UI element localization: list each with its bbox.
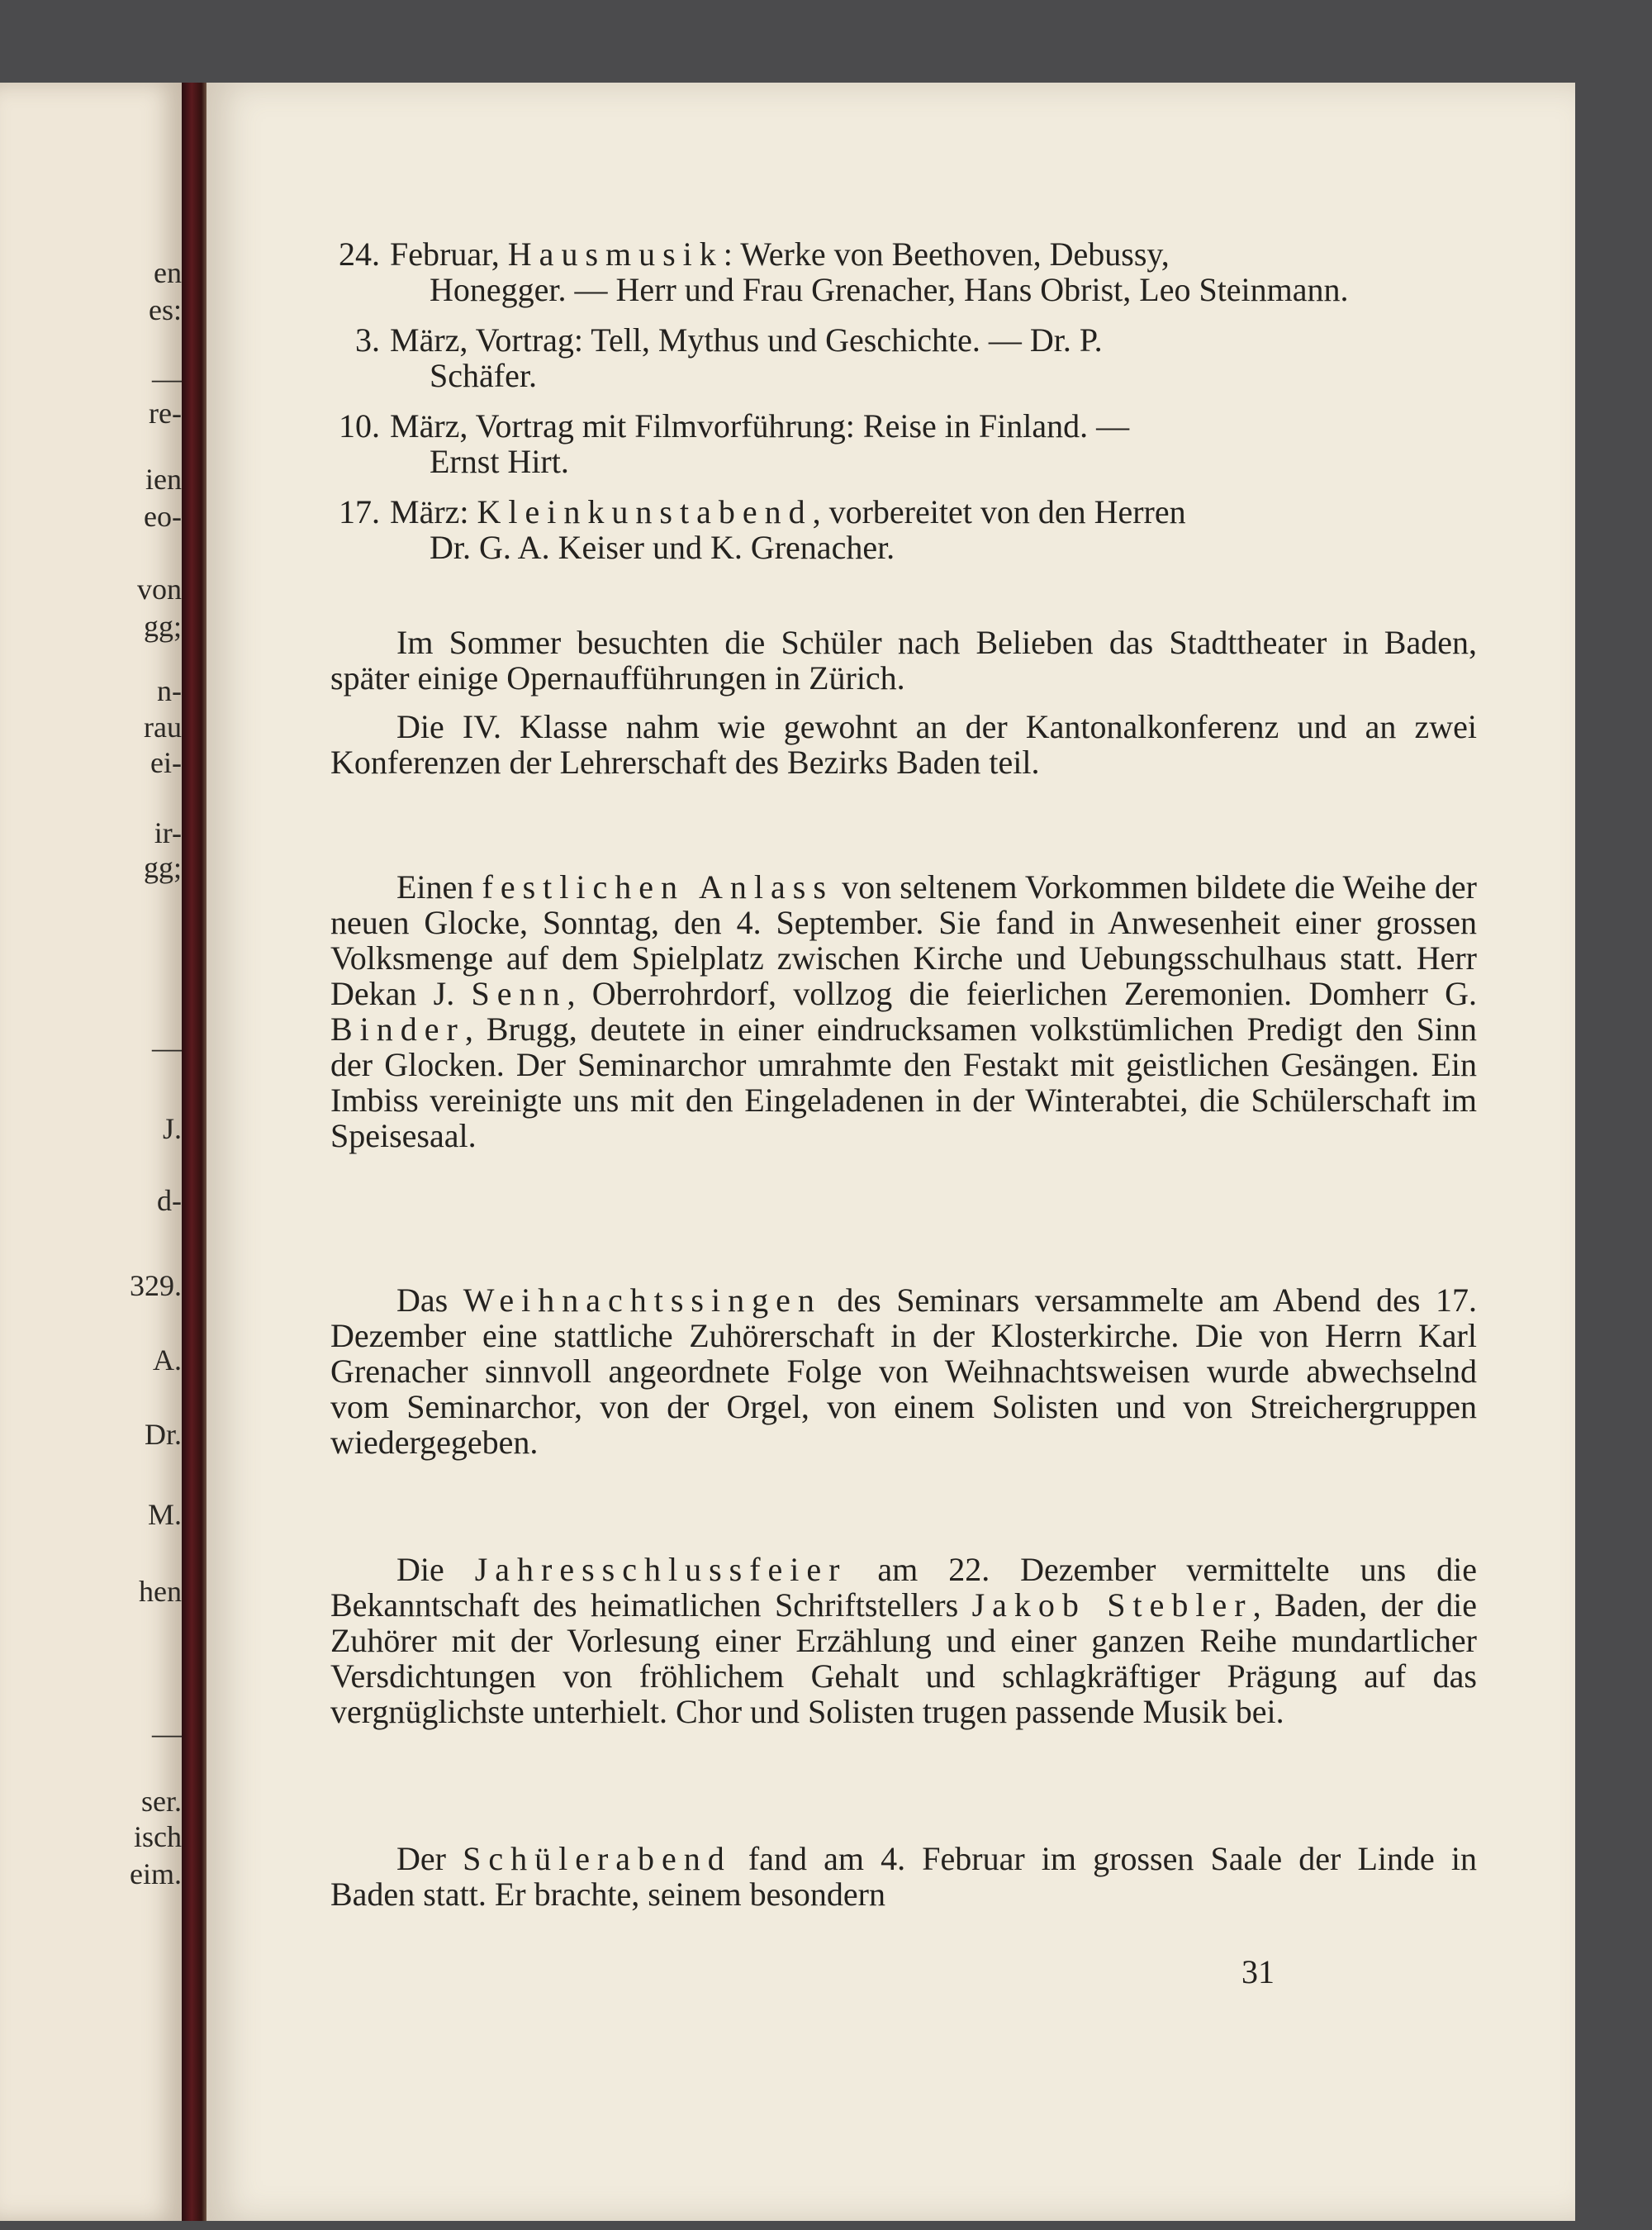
book-binding: [182, 83, 206, 2221]
left-page-fragment: gg;: [143, 851, 182, 884]
left-page-fragment: eim.: [130, 1857, 182, 1890]
left-page-fragment: ir-: [154, 816, 182, 849]
left-page-fragment: ei-: [150, 746, 182, 779]
left-page-fragment: von: [137, 573, 182, 606]
paragraph-schuelerabend: [330, 1841, 1477, 1912]
left-page-fragment: —: [152, 1717, 182, 1750]
event-text: , vorbereitet von den Herren: [812, 493, 1186, 530]
event-number: 24.: [339, 235, 380, 273]
paragraph-glocke: [330, 869, 1477, 1153]
page-number: 31: [1241, 1953, 1275, 1990]
event-number: 17.: [339, 493, 380, 530]
event-continuation: Honegger. — Herr und Frau Grenacher, Hans Obrist, Leo Steinmann.: [430, 271, 1349, 308]
left-page-fragment: n-: [157, 674, 182, 707]
event-continuation: Ernst Hirt.: [430, 443, 569, 480]
left-page-fragment: 329.: [130, 1269, 182, 1302]
event-list: [330, 236, 1477, 565]
paragraph-text: Im Sommer besuchten die Schüler nach Belieben das Stadttheater in Baden, später einige Opernaufführungen in Zürich.: [330, 624, 1477, 697]
left-page-fragment: d-: [157, 1184, 182, 1217]
paragraph-jahresschlussfeier: [330, 1552, 1477, 1729]
event-text: : Werke von Beethoven, Debussy,: [723, 235, 1170, 273]
left-page-fragment: eo-: [144, 500, 182, 533]
left-page-fragment: Dr.: [145, 1418, 182, 1451]
paragraph-weihnachtssingen: [330, 1282, 1477, 1460]
left-page-fragment: es:: [149, 293, 182, 326]
left-page-fragment: —: [152, 362, 182, 395]
event-number: 10.: [339, 407, 380, 445]
event-entry: [330, 236, 1477, 307]
left-page-fragment: ien: [145, 463, 182, 496]
event-entry: [330, 494, 1477, 565]
paragraph-text: Die Jahresschlussfeier am 22. Dezember vermittelte uns die Bekanntschaft des heimatlichen Schriftstellers Jakob Stebler, Baden, der die Zuhörer mit der Vorlesung einer Erzählung und einer ganzen Reihe mundartlicher Versdichtungen von fröhlichem Gehalt und schlagkräftiger Prägung auf das vergnüglichste unterhielt. Chor und Solisten trugen passende Musik bei.: [330, 1551, 1477, 1730]
right-page: [206, 83, 1575, 2221]
event-continuation: Dr. G. A. Keiser und K. Grenacher.: [430, 529, 895, 566]
event-text: Februar,: [390, 235, 508, 273]
event-title-spaced: Hausmusik: [507, 235, 724, 273]
paragraph-text: Der Schülerabend fand am 4. Februar im grossen Saale der Linde in Baden statt. Er brachte, seinem besondern: [330, 1840, 1477, 1913]
left-page-fragment: ser.: [141, 1785, 182, 1818]
paragraph-text: Die IV. Klasse nahm wie gewohnt an der Kantonalkonferenz und an zwei Konferenzen der Lehrerschaft des Bezirks Baden teil.: [330, 708, 1477, 781]
paragraph-text: Einen festlichen Anlass von seltenem Vorkommen bildete die Weihe der neuen Glocke, Sonntag, den 4. September. Sie fand in Anwesenheit einer grossen Volksmenge auf dem Spielplatz zwischen Kirche und Uebungsschulhaus statt. Herr Dekan J. Senn, Oberrohrdorf, vollzog die feierlichen Zeremonien. Domherr G. Binder, Brugg, deutete in einer eindrucksamen volkstümlichen Predigt den Sinn der Glocken. Der Seminarchor umrahmte den Festakt mit geistlichen Gesängen. Ein Imbiss vereinigte uns mit den Eingeladenen in der Winterabtei, die Schülerschaft im Speisesaal.: [330, 868, 1478, 1154]
left-facing-page: [0, 83, 182, 2221]
paragraph-sommer: [330, 625, 1477, 696]
event-text: März:: [390, 493, 477, 530]
left-page-fragment: rau: [144, 711, 182, 744]
left-page-fragment: J.: [162, 1112, 182, 1145]
event-text: März, Vortrag mit Filmvorführung: Reise in Finland. —: [390, 407, 1130, 445]
event-entry: [330, 322, 1477, 393]
left-page-fragment: isch: [134, 1820, 182, 1853]
event-continuation: Schäfer.: [430, 357, 537, 394]
paragraph-text: Das Weihnachtssingen des Seminars versammelte am Abend des 17. Dezember eine stattliche Zuhörerschaft in der Klosterkirche. Die von Herrn Karl Grenacher sinnvoll angeordnete Folge von Weihnachtsweisen wurde abwechselnd vom Seminarchor, von der Orgel, von einem Solisten und von Streichergruppen wiedergegeben.: [330, 1281, 1477, 1461]
left-page-fragment: hen: [139, 1575, 182, 1608]
paragraph-klasse: [330, 709, 1477, 780]
left-page-fragment: M.: [147, 1498, 182, 1531]
event-number: 3.: [355, 321, 380, 359]
event-title-spaced: Kleinkunstabend: [477, 493, 813, 530]
left-page-fragment: A.: [153, 1343, 182, 1377]
event-entry: [330, 408, 1477, 479]
left-page-fragment: re-: [149, 397, 182, 430]
event-text: März, Vortrag: Tell, Mythus und Geschichte. — Dr. P.: [390, 321, 1103, 359]
left-page-fragment: gg;: [143, 610, 182, 643]
left-page-fragment: —: [152, 1031, 182, 1064]
left-page-fragment: en: [154, 256, 182, 289]
